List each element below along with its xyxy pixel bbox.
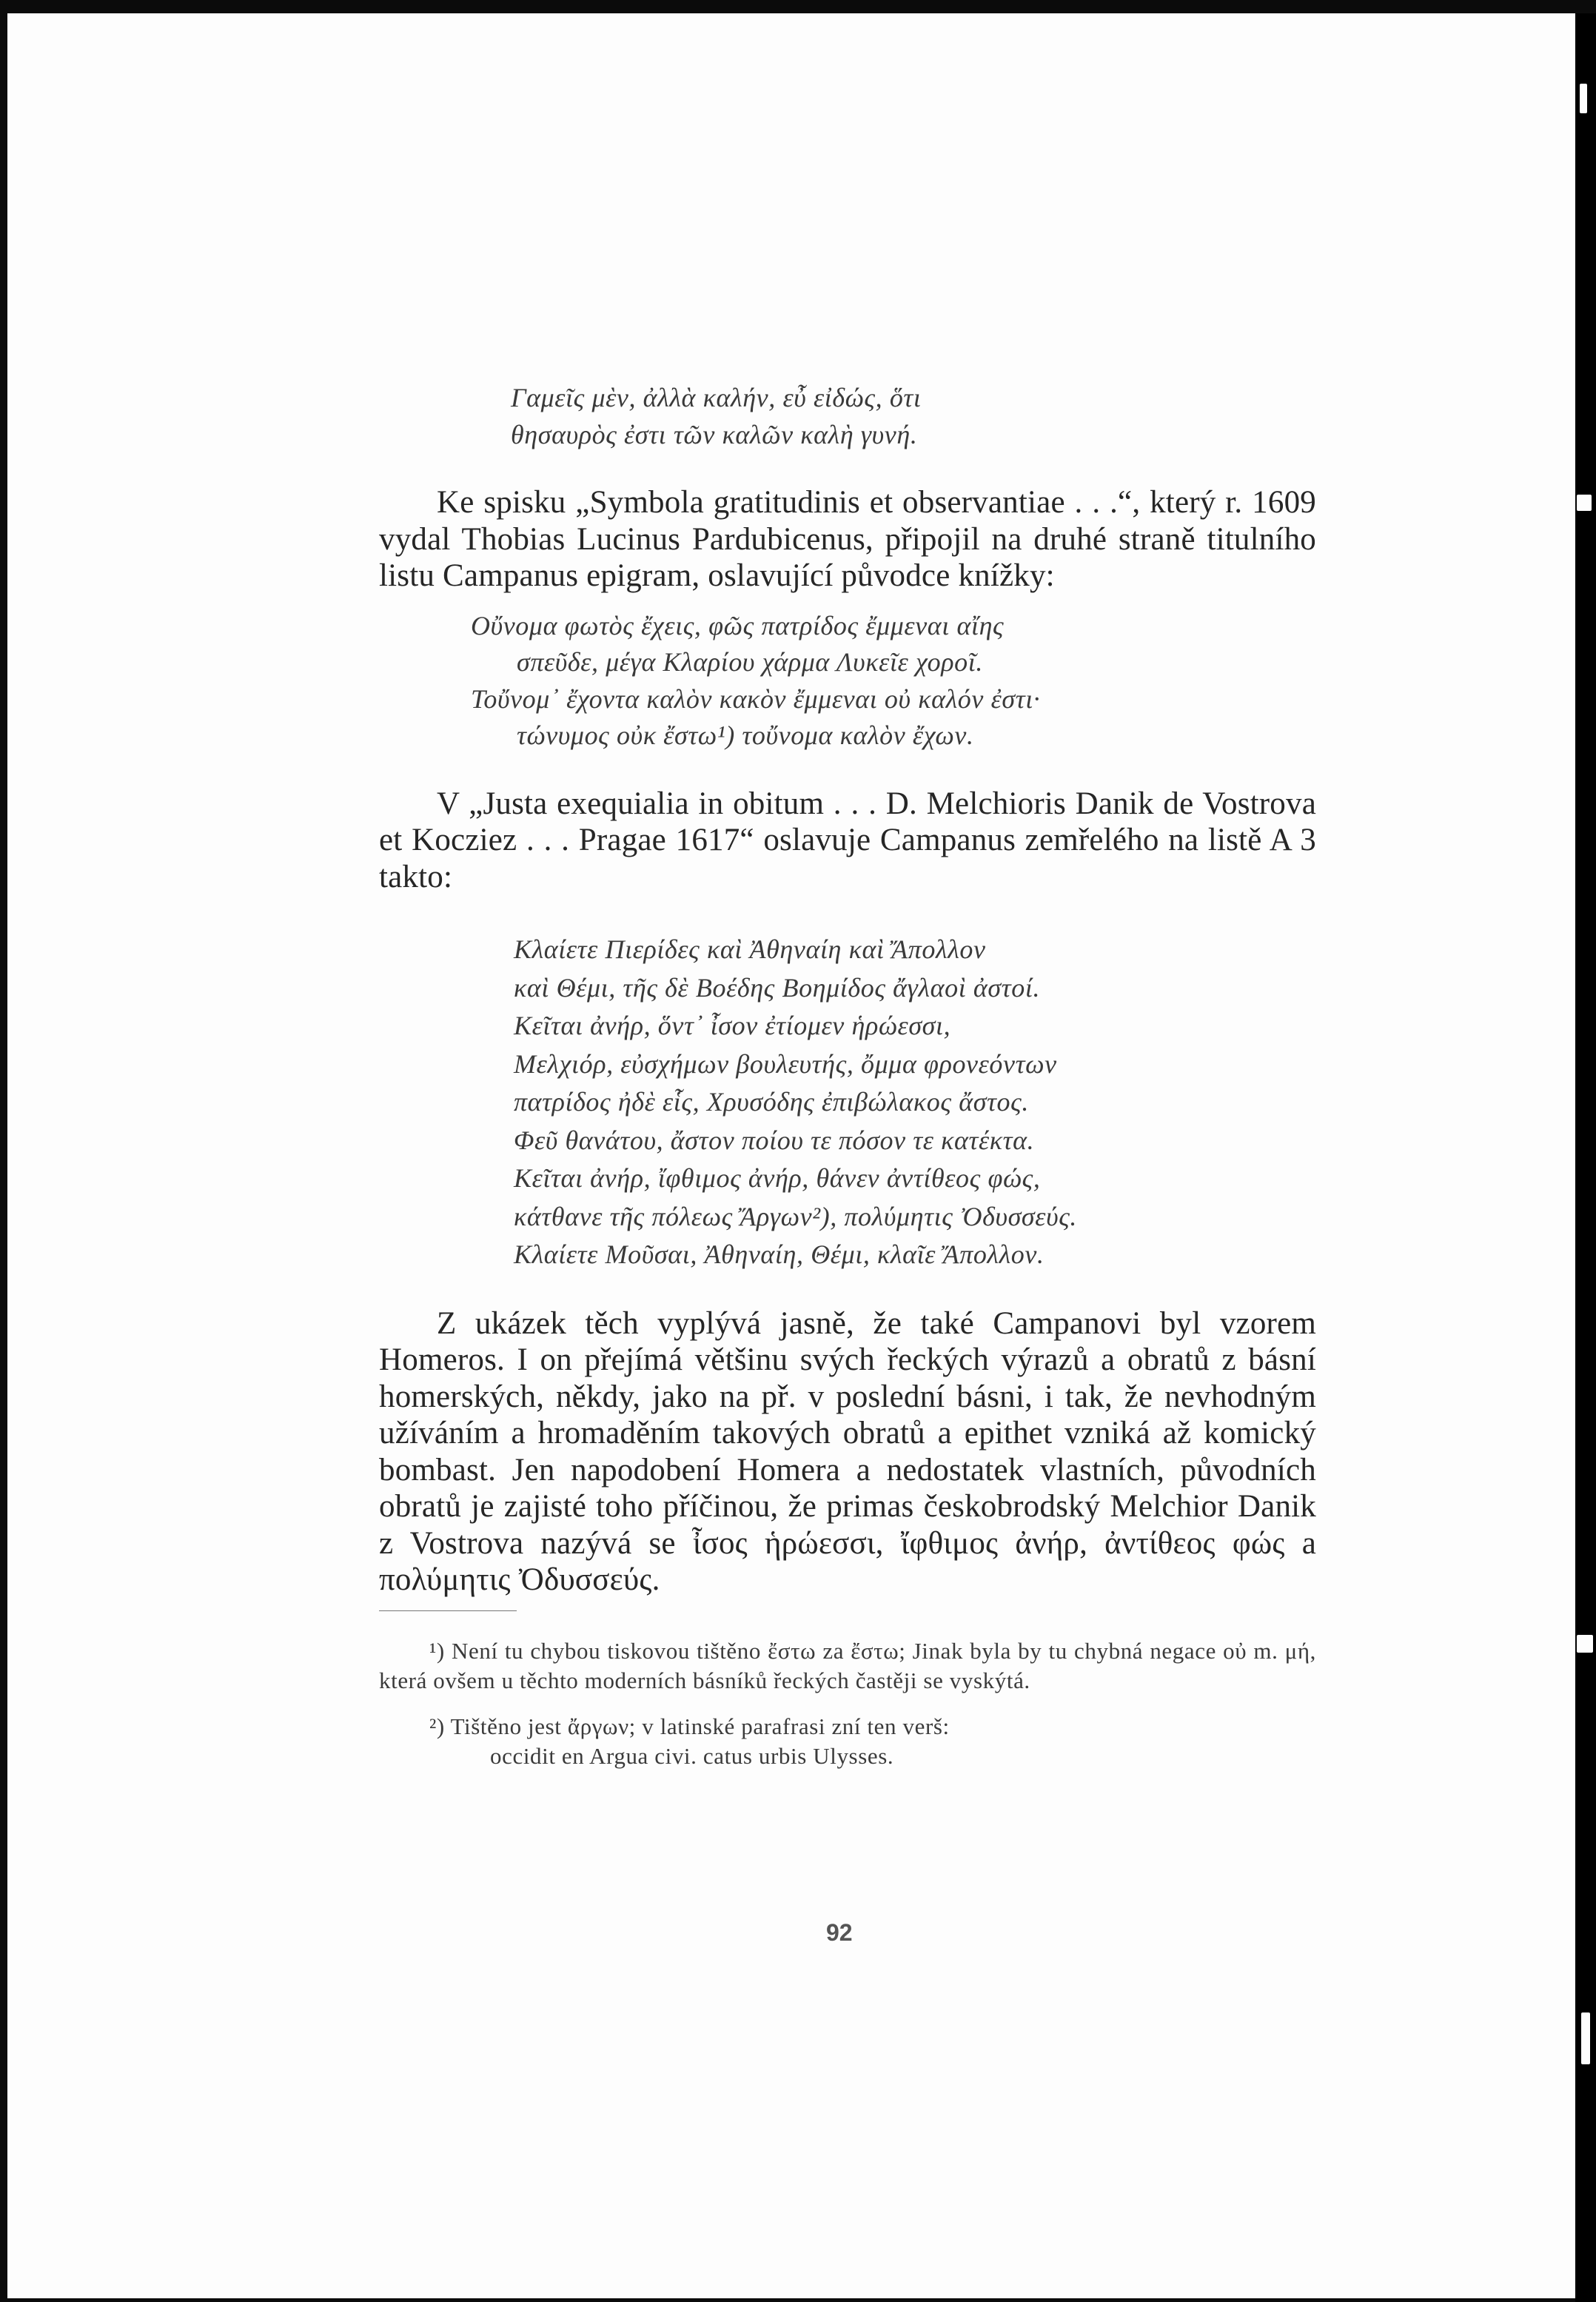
greek-line: πατρίδος ἠδὲ εἷς, Χρυσόδης ἐπιβώλακος ἄστος. <box>514 1087 1029 1117</box>
greek-line: τώνυμος οὐκ ἔστω¹) τοὔνομα καλὸν ἔχων. <box>517 720 974 750</box>
greek-line: Οὔνομα φωτὸς ἔχεις, φῶς πατρίδος ἔμμεναι αἴης <box>471 610 1005 640</box>
footnote-divider <box>379 1610 517 1611</box>
greek-line: σπεῦδε, μέγα Κλαρίου χάρμα Λυκεῖε χοροῖ. <box>517 647 983 677</box>
scan-edge <box>1575 13 1596 2302</box>
greek-line: Κεῖται ἀνήρ, ἴφθιμος ἀνήρ, θάνεν ἀντίθεος φώς, <box>514 1163 1041 1193</box>
edge-mark <box>1577 1635 1593 1653</box>
edge-mark <box>1577 495 1592 511</box>
greek-epigram-1 <box>511 380 1316 453</box>
page-content <box>379 380 1316 1771</box>
paragraph-3: Z ukázek těch vyplývá jasně, že také Campanovi byl vzorem Homeros. I on přejímá většinu svých řeckých výrazů a obratů z básní homerských, někdy, jako na př. v poslední básni, i tak, že nevhodným užíváním a hromaděním takových obratů a epithet vzniká až komický bombast. Jen napodobení Homera a nedostatek vlastních, původních obratů je zajisté toho příčinou, že primas českobrodský Melchior Danik z Vostrova nazývá se ἶσος ἡρώεσσι, ἴφθιμος ἀνήρ, ἀντίθεος φώς a πολύμητις Ὀδυσσεύς. <box>379 1305 1316 1597</box>
greek-line: κάτθανε τῆς πόλεως Ἄργων²), πολύμητις Ὀδυσσεύς. <box>514 1201 1077 1231</box>
greek-line: Κλαίετε Πιερίδες καὶ Ἀθηναίη καὶ Ἄπολλον <box>514 934 986 964</box>
greek-line: καὶ Θέμι, τῆς δὲ Βοέδης Βοημίδος ἄγλαοὶ ἀστοί. <box>514 972 1041 1003</box>
greek-line: Κλαίετε Μοῦσαι, Ἀθηναίη, Θέμι, κλαῖε Ἄπολλον. <box>514 1239 1045 1269</box>
greek-line: θησαυρὸς ἐστι τῶν καλῶν καλὴ γυνή. <box>511 419 918 449</box>
greek-line: Γαμεῖς μὲν, ἀλλὰ καλήν, εὖ εἰδώς, ὅτι <box>511 383 922 412</box>
page <box>7 13 1578 2298</box>
page-number: 92 <box>826 1919 853 1946</box>
greek-line: Φεῦ θανάτου, ἄστον ποίου τε πόσον τε κατέκτα. <box>514 1125 1035 1155</box>
greek-epigram-3 <box>514 931 1316 1274</box>
footnote-2-verse: occidit en Argua civi. catus urbis Ulysses. <box>490 1742 894 1769</box>
edge-mark <box>1580 84 1587 113</box>
greek-line: Μελχιόρ, εὐσχήμων βουλευτής, ὄμμα φρονεόντων <box>514 1048 1057 1079</box>
greek-line: Τοὔνομ᾽ ἔχοντα καλὸν κακὸν ἔμμεναι οὐ καλόν ἐστι· <box>471 683 1041 714</box>
footnotes <box>379 1636 1316 1771</box>
edge-mark <box>1581 2012 1590 2064</box>
paragraph-2: V „Justa exequialia in obitum . . . D. Melchioris Danik de Vostrova et Kocziez . . . Pragae 1617“ oslavuje Campanus zemřelého na listě A 3 takto: <box>379 786 1316 894</box>
footnote-2: ²) Tištěno jest ἄργων; v latinské parafrasi zní ten verš: <box>429 1713 950 1739</box>
greek-epigram-2 <box>471 608 1316 754</box>
paragraph-1: Ke spisku „Symbola gratitudinis et observantiae . . .“, který r. 1609 vydal Thobias Lucinus Pardubicenus, připojil na druhé straně titulního listu Campanus epigram, oslavující původce knížky: <box>379 485 1316 593</box>
footnote-1: ¹) Není tu chybou tiskovou tištěno ἔστω za ἔστω; Jinak byla by tu chybná negace οὐ m. μή, která ovšem u těchto moderních básníků řeckých častěji se vyskýtá. <box>379 1637 1316 1693</box>
greek-line: Κεῖται ἀνήρ, ὅντ᾽ ἶσον ἐτίομεν ἡρώεσσι, <box>514 1011 951 1040</box>
